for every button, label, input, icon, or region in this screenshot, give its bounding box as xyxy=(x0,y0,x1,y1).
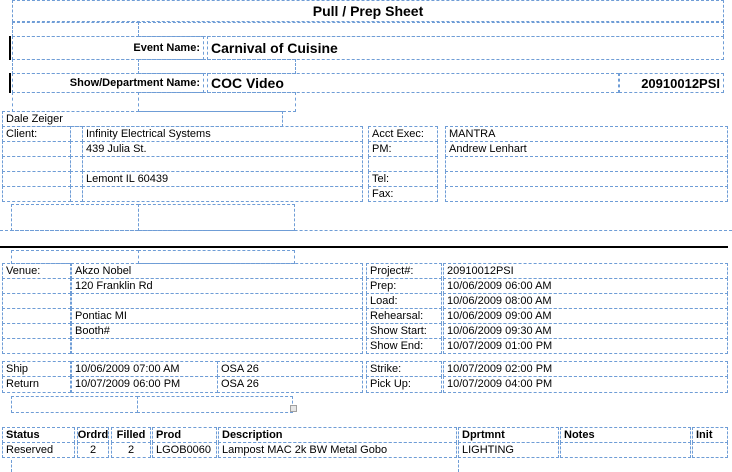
spacer-cell xyxy=(138,250,295,264)
col-header-status: Status xyxy=(2,427,75,443)
spacer-cell xyxy=(137,396,293,413)
event-name-label: Event Name: xyxy=(12,36,204,60)
empty-cell xyxy=(2,323,71,339)
return-label: Return xyxy=(2,376,71,393)
schedule-value: 10/06/2009 08:00 AM xyxy=(443,293,728,309)
spacer-cell xyxy=(138,22,724,37)
fax-value xyxy=(445,186,728,202)
return-via: OSA 26 xyxy=(217,376,363,393)
schedule-label: Prep: xyxy=(366,278,442,294)
spacer-cell xyxy=(138,204,295,231)
tel-label: Tel: xyxy=(368,171,438,187)
venue-city: Pontiac MI xyxy=(71,308,363,324)
ship-label: Ship xyxy=(2,361,71,377)
section-rule xyxy=(0,246,728,248)
schedule-label: Load: xyxy=(366,293,442,309)
empty-cell xyxy=(71,293,363,309)
schedule-value: 10/07/2009 04:00 PM xyxy=(443,376,728,393)
schedule-label: Strike: xyxy=(366,361,442,377)
project-number-header: 20910012PSI xyxy=(619,73,724,93)
spacer-cell xyxy=(12,22,139,37)
col-header-prod: Prod xyxy=(152,427,217,443)
empty-cell xyxy=(2,141,71,157)
client-street: 439 Julia St. xyxy=(82,141,363,157)
spacer-cell xyxy=(11,204,139,231)
schedule-label: Rehearsal: xyxy=(366,308,442,324)
spacer-cell xyxy=(11,250,139,264)
client-label: Client: xyxy=(2,126,71,142)
ship-datetime: 10/06/2009 07:00 AM xyxy=(71,361,218,377)
section-divider-dashed xyxy=(0,230,732,231)
client-name: Infinity Electrical Systems xyxy=(82,126,363,142)
ship-via: OSA 26 xyxy=(217,361,363,377)
schedule-value: 10/06/2009 06:00 AM xyxy=(443,278,728,294)
schedule-value: 10/06/2009 09:30 AM xyxy=(443,323,728,339)
empty-cell xyxy=(2,156,71,172)
schedule-label: Project#: xyxy=(366,263,442,279)
schedule-label: Show End: xyxy=(366,338,442,354)
empty-cell xyxy=(2,186,71,202)
schedule-value: 10/07/2009 02:00 PM xyxy=(443,361,728,377)
empty-cell xyxy=(2,338,71,354)
item-prod: LGOB0060 xyxy=(152,442,217,458)
next-row-fragment xyxy=(11,460,12,472)
row-marker-bar xyxy=(9,73,11,93)
empty-cell xyxy=(2,171,71,187)
item-status: Reserved xyxy=(2,442,75,458)
event-name-value: Carnival of Cuisine xyxy=(207,36,724,60)
empty-cell xyxy=(82,186,363,202)
empty-cell xyxy=(2,293,71,309)
item-department: LIGHTING xyxy=(458,442,559,458)
return-datetime: 10/07/2009 06:00 PM xyxy=(71,376,218,393)
col-header-filled: Filled xyxy=(111,427,151,443)
row-marker-bar xyxy=(9,36,11,60)
spacer-cell xyxy=(11,396,138,413)
next-row-fragment xyxy=(458,460,459,472)
empty-cell xyxy=(2,308,71,324)
pm-label: PM: xyxy=(368,141,438,157)
venue-label: Venue: xyxy=(2,263,71,279)
acct-exec-label: Acct Exec: xyxy=(368,126,438,142)
schedule-label: Show Start: xyxy=(366,323,442,339)
col-header-init: Init xyxy=(692,427,728,443)
venue-name: Akzo Nobel xyxy=(71,263,363,279)
item-init xyxy=(692,442,728,458)
empty-cell xyxy=(445,156,728,172)
col-header-department: Dprtmnt xyxy=(458,427,559,443)
item-ordered: 2 xyxy=(77,442,109,458)
empty-cell xyxy=(368,156,438,172)
col-header-description: Description xyxy=(218,427,457,443)
spacer-cell xyxy=(138,92,296,112)
item-notes xyxy=(560,442,691,458)
spacer-cell xyxy=(138,59,296,74)
col-header-ordered: Ordrd xyxy=(77,427,109,443)
schedule-value: 20910012PSI xyxy=(443,263,728,279)
venue-booth-label: Booth# xyxy=(71,323,363,339)
acct-exec-value: MANTRA xyxy=(445,126,728,142)
page-title: Pull / Prep Sheet xyxy=(12,0,724,22)
spacer-cell xyxy=(12,92,139,112)
schedule-value: 10/06/2009 09:00 AM xyxy=(443,308,728,324)
prepared-by-name: Dale Zeiger xyxy=(2,111,283,127)
empty-cell xyxy=(82,156,363,172)
spacer-cell xyxy=(12,59,139,74)
tel-value xyxy=(445,171,728,187)
venue-street: 120 Franklin Rd xyxy=(71,278,363,294)
show-department-value: COC Video xyxy=(207,73,619,93)
schedule-label: Pick Up: xyxy=(366,376,442,393)
empty-cell xyxy=(71,338,363,354)
item-description: Lampost MAC 2k BW Metal Gobo xyxy=(218,442,457,458)
col-header-notes: Notes xyxy=(560,427,691,443)
empty-cell xyxy=(2,278,71,294)
client-city: Lemont IL 60439 xyxy=(82,171,363,187)
fax-label: Fax: xyxy=(368,186,438,202)
pm-value: Andrew Lenhart xyxy=(445,141,728,157)
schedule-value: 10/07/2009 01:00 PM xyxy=(443,338,728,354)
selection-handle xyxy=(290,405,297,412)
item-filled: 2 xyxy=(111,442,151,458)
show-department-label: Show/Department Name: xyxy=(12,73,204,93)
